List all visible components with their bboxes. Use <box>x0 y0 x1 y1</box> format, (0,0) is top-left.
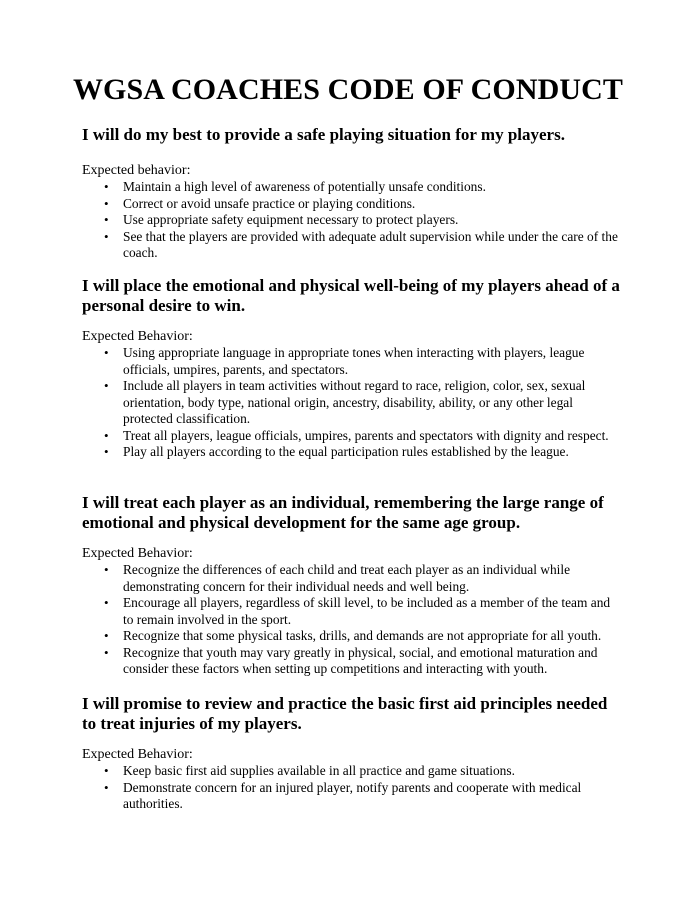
bullet-icon: • <box>104 644 109 660</box>
list-item: • See that the players are provided with adequate adult supervision while under the care of the coach. <box>104 228 618 260</box>
list-item: • Use appropriate safety equipment necessary to protect players. <box>104 212 459 227</box>
list-item: • Maintain a high level of awareness of potentially unsafe conditions. <box>104 179 486 194</box>
bullet-icon: • <box>104 378 109 393</box>
page-title: WGSA COACHES CODE OF CONDUCT <box>72 73 624 106</box>
section-well-being <box>82 276 622 461</box>
list-item: • Correct or avoid unsafe practice or playing conditions. <box>104 195 416 211</box>
section-heading: I will do my best to provide a safe playing situation for my players. <box>82 125 565 144</box>
bullet-icon: • <box>104 628 109 643</box>
list-item: • Recognize that youth may vary greatly in physical, social, and emotional maturation and consider these factors when setting up competitions and interacting with youth. <box>104 644 598 676</box>
expected-behavior-label: Expected behavior: <box>82 163 191 178</box>
expected-behavior-label: Expected Behavior: <box>82 747 193 762</box>
list-item: • Recognize the differences of each child and treat each player as an individual while demonstrating concern for their individual needs and well being. <box>104 562 571 594</box>
section-individual <box>82 493 622 678</box>
bullet-icon: • <box>104 427 109 443</box>
list-item: • Treat all players, league officials, umpires, parents and spectators with dignity and respect. <box>104 427 609 443</box>
bullet-icon: • <box>104 763 109 778</box>
list-item: • Demonstrate concern for an injured player, notify parents and cooperate with medical authorities. <box>104 779 582 811</box>
bullet-icon: • <box>104 595 109 610</box>
bullet-icon: • <box>104 212 109 227</box>
expected-behavior-label: Expected Behavior: <box>82 546 193 561</box>
bullet-icon: • <box>104 195 109 211</box>
behavior-list <box>82 763 622 813</box>
section-first-aid <box>82 694 622 813</box>
behavior-list <box>82 179 622 262</box>
list-item: • Encourage all players, regardless of skill level, to be included as a member of the team and to remain involved in the sport. <box>104 595 611 627</box>
expected-behavior-label: Expected Behavior: <box>82 329 193 344</box>
section-heading: I will place the emotional and physical well-being of my players ahead of a personal desire to win. <box>82 276 620 315</box>
list-item: • Recognize that some physical tasks, drills, and demands are not appropriate for all youth. <box>104 628 602 643</box>
bullet-icon: • <box>104 779 109 795</box>
bullet-icon: • <box>104 179 109 194</box>
behavior-list <box>82 562 622 678</box>
section-safe-playing <box>82 125 622 262</box>
bullet-icon: • <box>104 228 109 244</box>
section-heading: I will promise to review and practice the basic first aid principles needed to treat injuries of my players. <box>82 694 608 733</box>
bullet-icon: • <box>104 562 109 577</box>
section-heading: I will treat each player as an individual, remembering the large range of emotional and physical development for the same age group. <box>82 493 604 532</box>
list-item: • Using appropriate language in appropriate tones when interacting with players, league officials, umpires, parents, and spectators. <box>104 345 585 377</box>
behavior-list <box>82 345 622 461</box>
list-item: • Play all players according to the equal participation rules established by the league. <box>104 444 569 459</box>
bullet-icon: • <box>104 444 109 459</box>
bullet-icon: • <box>104 345 109 360</box>
list-item: • Keep basic first aid supplies available in all practice and game situations. <box>104 763 515 778</box>
list-item: • Include all players in team activities without regard to race, religion, color, sex, sexual orientation, body type, national origin, ancestry, disability, ability, or any other legal protected classification. <box>104 378 586 426</box>
